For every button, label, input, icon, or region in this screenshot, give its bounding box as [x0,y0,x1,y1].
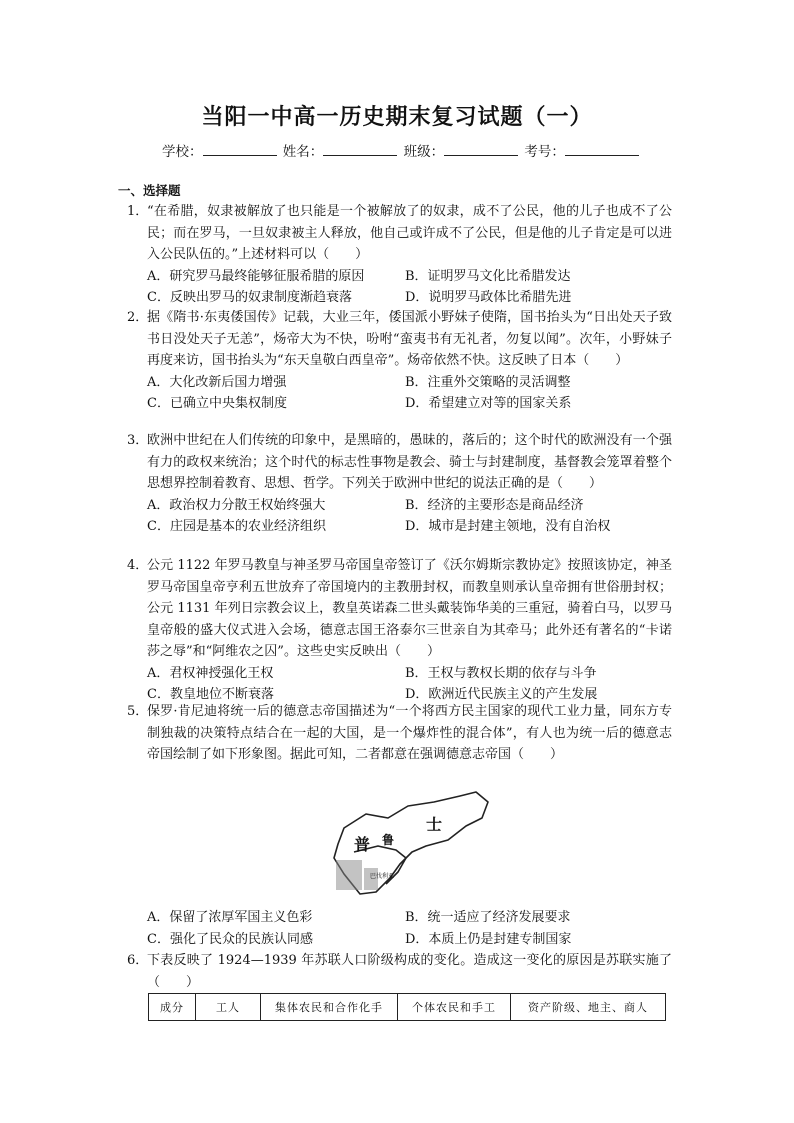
option-d[interactable]: D．城市是封建主领地，没有自治权 [405,519,611,534]
option-b[interactable]: B．注重外交策略的灵活调整 [405,374,571,390]
table-header-row [149,994,666,1021]
question-number: 3． [127,433,149,448]
option-a[interactable]: A．大化改新后国力增强 [147,374,287,390]
option-c[interactable]: C．已确立中央集权制度 [147,396,287,411]
question-options [147,266,672,309]
option-a[interactable]: A．保留了浓厚军国主义色彩 [147,910,313,925]
question-stem: 欧洲中世纪在人们传统的印象中，是黑暗的，愚昧的，落后的；这个时代的欧洲没有一个强有力的政权来统治；这个时代的标志性事物是教会、骑士与封建制度，基督教会笼罩着整个思想界控制着教育、思想、哲学。下列关于欧洲中世纪的说法正确的是（ ） [147,433,672,491]
question-number: 1． [127,204,149,219]
section-title: 一、选择题 [118,183,181,198]
page-title: 当阳一中高一历史期末复习试题（一） [201,105,593,130]
table-header-cell: 资产阶级、地主、商人 [511,994,666,1021]
question-options [147,663,672,706]
exam-no-blank[interactable] [565,143,639,156]
option-a[interactable]: A．研究罗马最终能够征服希腊的原因 [147,268,365,284]
option-d[interactable]: D．本质上仍是封建专制国家 [405,931,572,947]
student-info-row [162,140,641,160]
question-number: 5． [127,704,149,719]
question-stem: 下表反映了 1924—1939 年苏联人口阶级构成的变化。造成这一变化的原因是苏联实施了（ ） [147,953,672,990]
question-number: 4． [127,558,149,573]
question-number: 2． [127,310,149,325]
class-blank[interactable] [444,143,518,156]
option-c[interactable]: C．反映出罗马的奴隶制度渐趋衰落 [147,290,352,305]
school-blank[interactable] [203,143,277,156]
option-a[interactable]: A．君权神授强化王权 [147,665,274,681]
label-bavaria: 巴伐利亚 [370,873,395,880]
option-c[interactable]: C．教皇地位不断衰落 [147,687,274,702]
table-header-cell: 集体农民和合作化手 [261,994,398,1021]
shaded-region [336,860,362,890]
question-stem: “在希腊，奴隶被解放了也只能是一个被解放了的奴隶，成不了公民，他的儿子也成不了公民；而在罗马，一旦奴隶被主人释放，他自己或许成不了公民，但是他的儿子肯定是可以进入公民队伍的。”上述材料可以（ ） [147,204,672,262]
question-options [147,495,672,538]
question-stem: 保罗·肯尼迪将统一后的德意志帝国描述为“一个将西方民主国家的现代工业力量，同东方专制独裁的决策特点结合在一起的大国，是一个爆炸性的混合体”，有人也为统一后的德意志帝国绘制了如下形象图。据此可知，二者都意在强调德意志帝国（ ） [147,704,672,762]
label-pu: 普 [354,835,371,854]
question-number: 6． [127,953,149,968]
option-c[interactable]: C．庄园是基本的农业经济组织 [147,519,326,534]
question-stem: 据《隋书·东夷倭国传》记载，大业三年，倭国派小野妹子使隋，国书抬头为“日出处天子致书日没处天子无恙”，炀帝大为不快，吩咐“蛮夷书有无礼者，勿复以闻”。次年，小野妹子再度来访，国书抬头为“东天皇敬白西皇帝”。炀帝依然不快。这反映了日本（ ） [147,310,672,368]
option-b[interactable]: B．王权与教权长期的依存与斗争 [405,665,597,681]
school-label: 学校： [162,144,203,160]
class-composition-table [148,993,666,1021]
option-b[interactable]: B．经济的主要形态是商品经济 [405,497,584,513]
option-d[interactable]: D．说明罗马政体比希腊先进 [405,290,572,305]
option-b[interactable]: B．证明罗马文化比希腊发达 [405,268,571,284]
class-label: 班级： [403,144,445,160]
prussia-figure [326,788,496,900]
question-options [147,372,672,415]
question-5-options-block [127,907,672,950]
table-header-cell: 成分 [149,994,196,1021]
table-header-cell: 个体农民和手工 [398,994,511,1021]
option-d[interactable]: D．欧洲近代民族主义的产生发展 [405,687,598,702]
name-label: 姓名： [282,144,324,160]
question-4 [127,555,672,706]
option-a[interactable]: A．政治权力分散王权始终强大 [147,497,326,513]
option-c[interactable]: C．强化了民众的民族认同感 [147,931,313,947]
question-stem: 公元 1122 年罗马教皇与神圣罗马帝国皇帝签订了《沃尔姆斯宗教协定》按照该协定，神圣罗马帝国皇帝亨利五世放弃了帝国境内的主教册封权，而教皇则承认皇帝拥有世俗册封权；公元 1131 年列日宗教会议上，教皇英诺森二世头戴装饰华美的三重冠，骑着白马，以罗马皇帝般的盛大仪式进入会场，德意志国王洛泰尔三世亲自为其牵马；此外还有著名的“卡诺莎之辱”和“阿维农之囚”。这些史实反映出（ ） [147,558,672,659]
question-1 [127,201,672,309]
table-header-cell: 工人 [196,994,261,1021]
option-b[interactable]: B．统一适应了经济发展要求 [405,910,571,925]
label-shi: 士 [426,815,443,834]
question-3 [127,430,672,538]
question-2 [127,307,672,415]
question-6 [127,950,672,993]
question-options [147,907,672,950]
name-blank[interactable] [323,143,397,156]
exam-no-label: 考号： [524,144,565,160]
question-5 [127,701,672,766]
option-d[interactable]: D．希望建立对等的国家关系 [405,396,572,411]
label-lu: 鲁 [382,833,395,847]
